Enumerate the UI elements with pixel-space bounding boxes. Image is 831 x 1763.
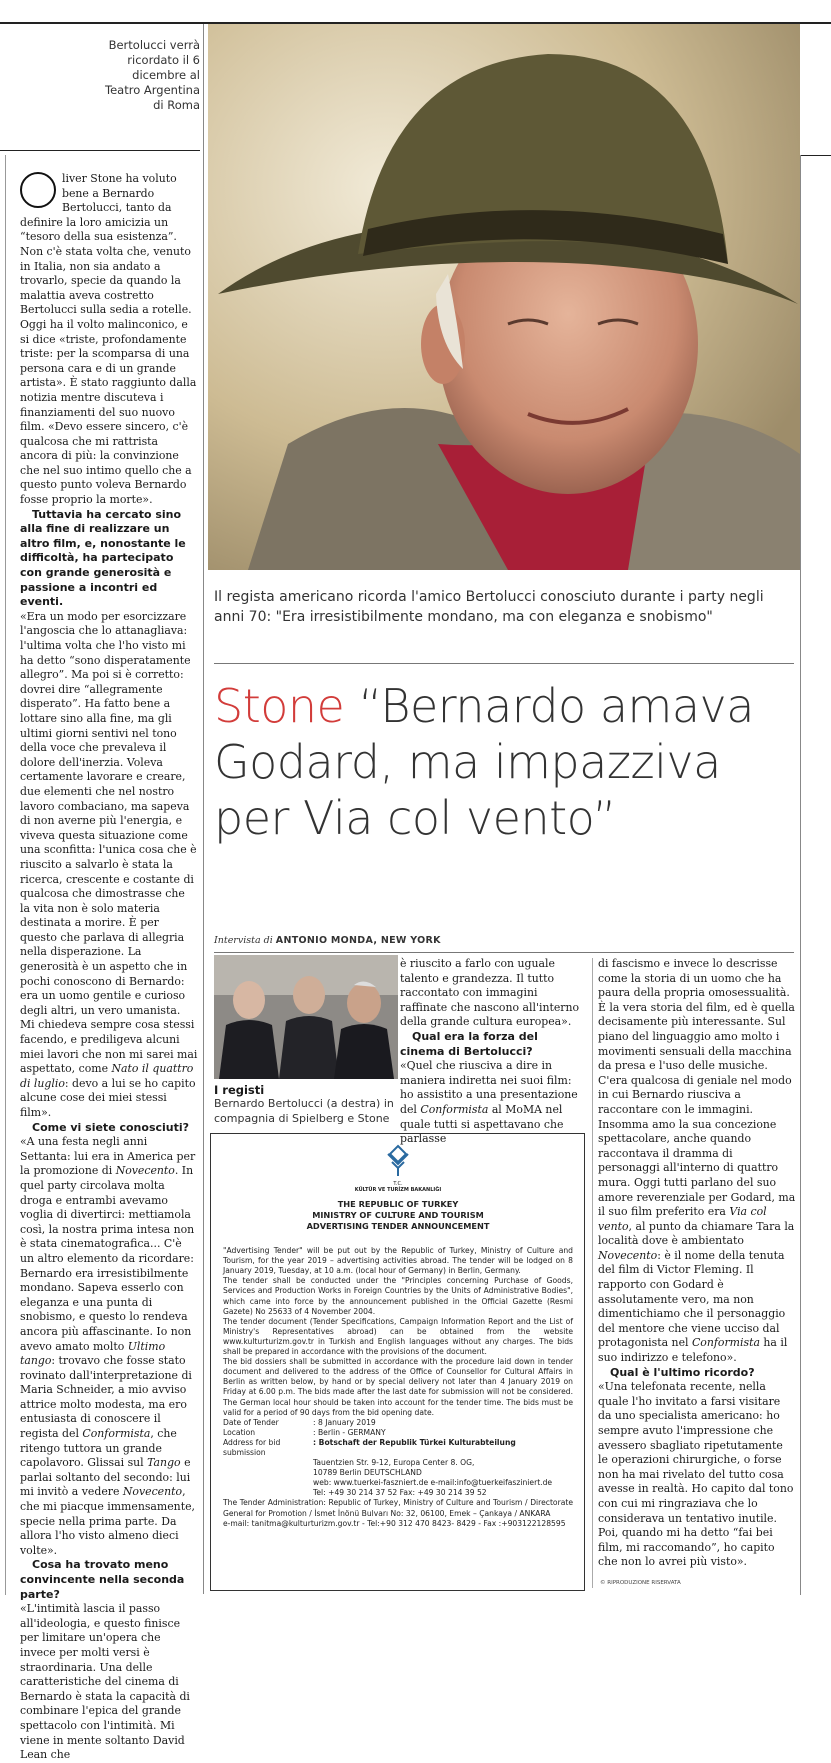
ad-address-line-2: Tauentzien Str. 9-12, Europa Center 8. OG, bbox=[313, 1458, 475, 1468]
three-directors-illustration bbox=[214, 955, 398, 1079]
col1-paragraph-1: liver Stone ha voluto bene a Bernardo Bertolucci, tanto da definire la loro amicizia un “tesoro della sua esistenza”. Non c'è stata volta che, venuto in Italia, non sia andato a trovarlo, specie da quando la malattia aveva costretto Bertolucci sulla sedia a rotelle. Oggi ha il volto malinconico, e si dice «triste, profondamente triste: per la scomparsa di una persona cara e di un grande artista». È stato raggiunto dalla notizia mentre discuteva i finanziamenti del suo nuovo film. «Devo essere sincero, c'è qualcosa che mi rattrista ancora di più: la convinzione che nel suo intimo quello che a questo punto voleva Bernardo fosse proprio la morte». bbox=[20, 172, 197, 507]
headline-name: Stone bbox=[214, 679, 345, 733]
byline-rule bbox=[214, 952, 794, 953]
top-caption: Bertolucci verrà ricordato il 6 dicembre al Teatro Argentina di Roma bbox=[105, 38, 200, 112]
right-rule-short bbox=[800, 155, 831, 156]
photo-caption: Il regista americano ricorda l'amico Bertolucci conosciuto durante i party negli anni 70: "Era irresistibilmente mondano, ma con eleganza e snobismo" bbox=[214, 589, 764, 625]
ad-paragraph-6: e-mail: tanitma@kulturturizm.gov.tr - Tel:+90 312 470 8423- 8429 - Fax :+903122128595 bbox=[223, 1518, 566, 1528]
byline-author: ANTONIO MONDA, NEW YORK bbox=[275, 935, 441, 946]
col-divider-3 bbox=[592, 958, 593, 1588]
ad-address-web: web: www.tuerkei-faszniert.de e-mail:info@tuerkeifasziniert.de bbox=[313, 1478, 553, 1488]
col1-paragraph-3: «A una festa negli anni Settanta: lui era in America per la promozione di Novecento. In quel party circolava molta droga e entrambi avevamo voglia di divertirci: mettiamola così, la nostra prima intesa non è stata cinematografica... C'è un altro elemento da ricordare: Bernardo era irresistibilmente mondano. Sapeva esserlo con eleganza e una punta di snobismo, e questo lo rendeva ancora più affascinante. Io non avevo amato molto Ultimo tango: trovavo che fosse stato rovinato dall'interpretazione di Maria Schneider, a mio avviso attrice molto modesta, ma ero entusiasta di conoscere il regista del Conformista, che ritengo tuttora un grande capolavoro. Glissai sul Tango e parlai soltanto del secondo: lui mi invitò a vedere Novecento, che mi piacque immensamente, specie nella prima parte. Da allora l'ho visto almeno dieci volte». bbox=[20, 1135, 196, 1557]
ad-address-line-3: 10789 Berlin DEUTSCHLAND bbox=[313, 1468, 422, 1478]
ad-paragraph-3: The tender document (Tender Specifications, Campaign Information Report and the List of Ministry's Representatives abroad) can be obtained from the website www.kulturturizm.gov.tr in Turkish and English languages without any charges. The bids shall be prepared in accordance with the provisions of the document. bbox=[223, 1316, 573, 1357]
ministry-logo-icon bbox=[378, 1144, 418, 1178]
vertical-divider-left bbox=[203, 24, 204, 1594]
left-edge-rule bbox=[5, 155, 6, 1595]
small-photo-caption-text: Bernardo Bertolucci (a destra) in compagnia di Spielberg e Stone bbox=[214, 1097, 394, 1125]
ad-paragraph-1: "Advertising Tender" will be put out by the Republic of Turkey, Ministry of Culture and Tourism, for the year 2019 – advertising activities abroad. The tender will be lodged on 8 January 2019, Tuesday, at 10 a.m. (local hour of Germany) in Berlin, Germany. bbox=[223, 1246, 573, 1276]
col3-paragraph-1: di fascismo e invece lo descrisse come la storia di un uomo che ha paura della propria omosessualità. È la vera storia del film, ed è quella decisamente più interessante. Sul piano del linguaggio amo molto i movimenti sensuali della macchina da presa e l'uso delle musiche. C'era qualcosa di geniale nel modo in cui Bernardo riusciva a raccontare con le immagini. Insomma amo la sua concezione spettacolare, anche quando raccontava il dramma di personaggi all'interno di quattro mura. Oggi tutti parlano del suo amore reverenziale per Godard, ma il suo film preferito era Via col vento, al punto da chiamare Tara la località dove è ambientato Novecento: è il nome della tenuta del film di Victor Fleming. Il rapporto con Godard è assolutamente vero, ma non dimentichiamo che il personaggio del mentore che viene ucciso dal protagonista nel Conformista ha il suo indirizzo e telefono». bbox=[598, 957, 796, 1365]
small-photo bbox=[214, 955, 398, 1079]
ad-paragraph-4: The bid dossiers shall be submitted in accordance with the procedure laid down in tender document and delivered to the address of the Office of Counsellor for Cultural Affairs in Berlin as written below, by hand or by special delivery not later than 4 January 2019 on Friday at 6.00 p.m. The bids made after the last date for submission will not be considered. The German local hour should be taken into account for the tender time. The bids must be valid for a period of 90 days from the bid opening date. bbox=[223, 1357, 573, 1417]
byline-prefix: Intervista di bbox=[214, 935, 273, 946]
dropcap-o bbox=[20, 172, 56, 208]
portrait-illustration bbox=[208, 24, 800, 570]
article-column-3 bbox=[598, 957, 796, 1570]
ad-row-location: Location : Berlin - GERMANY bbox=[223, 1427, 386, 1437]
col2-paragraph-1: è riuscito a farlo con uguale talento e grandezza. Il tutto raccontato con immagini raffinate che nascono all'interno della grande cultura europea». bbox=[400, 957, 580, 1029]
article-column-2 bbox=[400, 957, 585, 1147]
ad-heading-2: MINISTRY OF CULTURE AND TOURISM bbox=[312, 1210, 484, 1221]
col3-paragraph-2: «Una telefonata recente, nella quale l'ho invitato a farsi visitare da uno specialista americano: ho sempre avuto l'impressione che avessero sbagliato ripetutamente le operazioni chirurgiche, o forse non ha mai rivelato del tutto cosa avesse in realtà. Ho capito dal tono con cui mi ringraziava che lo considerava un tentativo inutile. Poi, quando mi ha detto “fai bei film, mi raccomando”, ho capito che non lo avrei più visto». bbox=[598, 1380, 794, 1569]
ad-heading-3: ADVERTISING TENDER ANNOUNCEMENT bbox=[306, 1221, 490, 1232]
ad-row-date: Date of Tender : 8 January 2019 bbox=[223, 1417, 376, 1427]
col1-paragraph-4: «L'intimità lascia il passo all'ideologia, e questo finisce per limitare un'opera che invece per molti versi è straordinaria. Una delle caratteristiche del cinema di Bernardo è stata la capacità di combinare l'epica del grande spettacolo con l'intimità. Mi viene in mente soltanto David Lean che bbox=[20, 1602, 190, 1762]
col2-paragraph-2: «Quel che riusciva a dire in maniera indiretta nei suoi film: ho assistito a una presentazione del Conformista al MoMA nel quale tutti si aspettavano che parlasse bbox=[400, 1059, 578, 1146]
main-photo bbox=[208, 24, 800, 570]
vertical-divider-right bbox=[800, 155, 801, 1595]
logo-sub: T.C. bbox=[393, 1181, 403, 1188]
ad-paragraph-5: The Tender Administration: Republic of Turkey, Ministry of Culture and Tourism / Directorate General for Promotion / İsmet İnönü Bulvarı No: 32, 06100, Emek – Çankaya / ANKARA bbox=[223, 1498, 573, 1518]
ad-row-address: Address for bid submission : Botschaft der Republik Türkei Kulturabteilung bbox=[223, 1437, 516, 1457]
byline bbox=[214, 935, 441, 946]
col1-question-1: Tuttavia ha cercato sino alla fine di realizzare un altro film, e, nonostante le difficoltà, ha partecipato con grande generosità e passione a incontri ed eventi. bbox=[20, 507, 186, 609]
headline-quote: “Bernardo amava Godard, ma impazziva per Via col vento” bbox=[214, 679, 754, 845]
col1-paragraph-2: «Era un modo per esorcizzare l'angoscia che lo attanagliava: l'ultima volta che l'ho visto mi ha detto “sono disperatamente allegro”. Ma poi si è corretto: dovrei dire “allegramente disperato”. Ha fatto bene a lottare sino alla fine, ma gli ultimi giorni sentivi nel tono della voce che prevaleva il dolore dell'inerzia. Voleva certamente lavorare e creare, due elementi che nel nostro lavoro combaciano, ma sapeva di non averne più l'energia, e viveva questa situazione come una sconfitta: l'unica cosa che è riuscito a salvarlo è stata la ricerca, crescente e costante di qualcosa che dimostrasse che la vita non è solo materia destinata a morire. È per questo che parlava di allegria nella disperazione. La generosità è un aspetto che in pochi conoscono di Bernardo: era un uomo gentile e curioso degli altri, un vero umanista. Mi chiedeva sempre cosa stessi facendo, e prediligeva alcuni miei lavori che non mi sarei mai aspettato, come Nato il quattro di luglio: devo a lui se ho capito alcune cose dei miei stessi film». bbox=[20, 609, 198, 1119]
ad-heading-1: THE REPUBLIC OF TURKEY bbox=[337, 1199, 459, 1210]
col1-question-2: Come vi siete conosciuti? bbox=[32, 1120, 190, 1134]
copyright-note: © RIPRODUZIONE RISERVATA bbox=[600, 1580, 681, 1586]
headline bbox=[214, 678, 804, 846]
left-rule-short bbox=[0, 150, 200, 151]
ad-paragraph-2: The tender shall be conducted under the "Principles concerning Purchase of Goods, Services and Production Works in Foreign Countries by the Units of Administrative Bodies", which came into force by the announcement published in the Official Gazette (Resmi Gazete) No 25633 of 4 November 2004. bbox=[223, 1276, 573, 1316]
logo-text: KÜLTÜR VE TURİZM BAKANLIĞI bbox=[354, 1187, 442, 1194]
col1-question-3: Cosa ha trovato meno convincente nella seconda parte? bbox=[20, 1558, 185, 1601]
col2-question-1: Qual era la forza del cinema di Bertolucci? bbox=[400, 1029, 538, 1058]
col3-question-1: Qual è l'ultimo ricordo? bbox=[610, 1365, 755, 1379]
small-photo-caption-title: I registi bbox=[214, 1083, 265, 1097]
article-column-1 bbox=[20, 172, 198, 1763]
headline-top-rule bbox=[214, 663, 794, 664]
ad-address-phone: Tel: +49 30 214 37 52 Fax: +49 30 214 39 52 bbox=[313, 1488, 487, 1498]
tender-advertisement bbox=[210, 1133, 585, 1591]
